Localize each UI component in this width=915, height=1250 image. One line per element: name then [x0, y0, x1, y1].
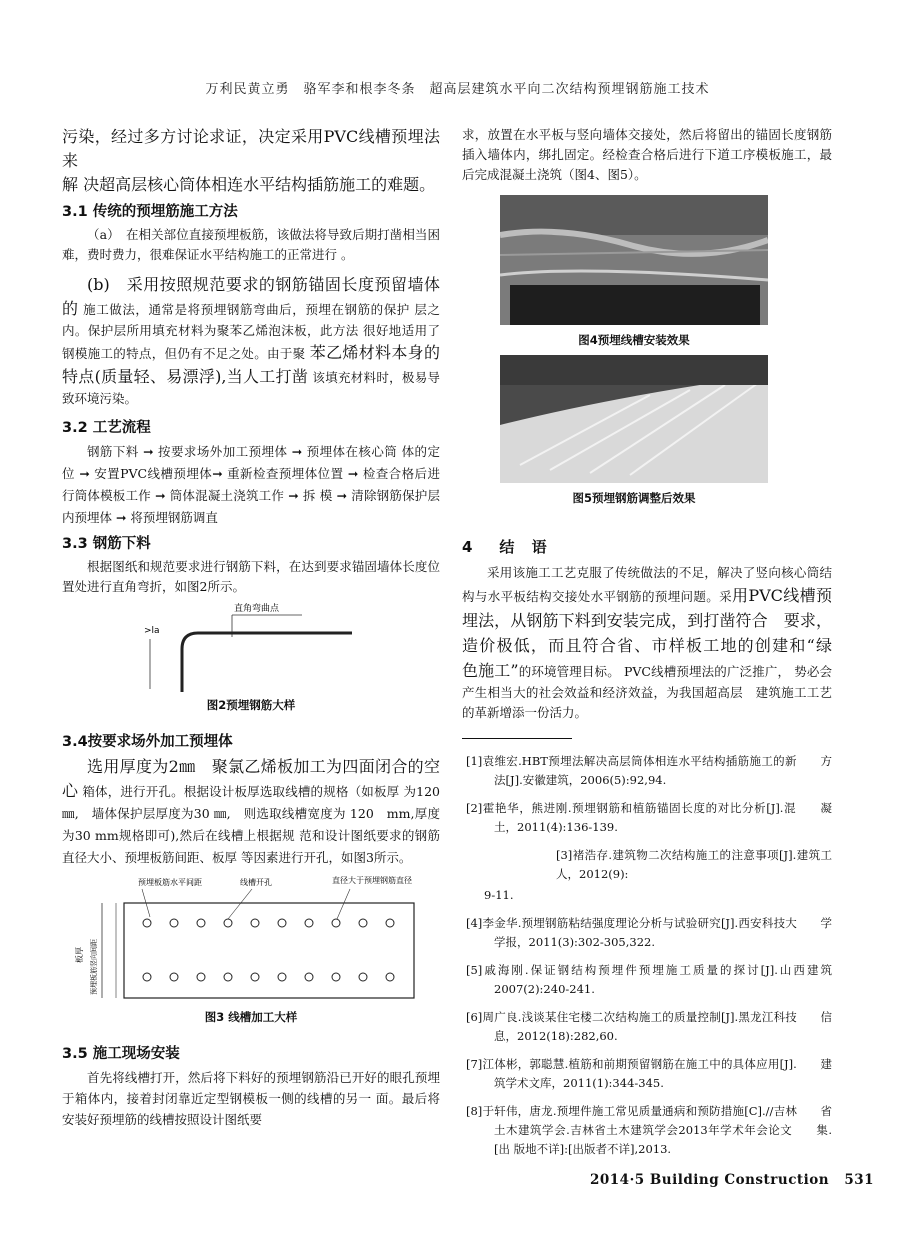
right-column [462, 125, 832, 185]
section-3-2-text: 钢筋下料 ➞ 按要求场外加工预埋体 ➞ 预埋体在核心筒 体的定位 ➞ 安置PVC线槽预埋体➞ 重新检查预埋体位置 ➞ 检查合格后进行筒体模板工作 ➞ 筒体混凝土浇筑工作 ➞ 拆 模 ➞ 清除钢筋保护层内预埋体 ➞ 将预埋钢筋调直 [62, 444, 440, 525]
left-column [62, 125, 440, 1130]
section-3-4-para [62, 755, 440, 869]
conclusion-small-2: 的环境管理目标。 PVC线槽预埋法的广泛推广， 势必会产生相当大的社会效益和经济效益，为我国超高层 建筑施工工艺的革新增添一份活力。 [462, 664, 832, 720]
conclusion-large: 用PVC线槽预埋法，从钢筋下料到安装完成，到打凿符合 要求，造价极低，而且符合省、市样板工地的创建和“绿 色施工” [462, 586, 849, 680]
figure-4-photo [500, 195, 768, 325]
conclusion-small-1: 采用该施工工艺克服了传统做法的不足，解决了竖向核心筒结构与水平板结构交接处水平钢筋的预埋问题。采 [462, 565, 832, 604]
references-list [466, 752, 855, 1168]
reference-item: [2]霍艳华，熊进刚.预埋钢筋和植筋锚固长度的对比分析[J].混 凝 土，2011(4):136-139. [466, 801, 844, 834]
reference-item: [7]江体彬，郭聪慧.植筋和前期预留钢筋在施工中的具体应用[J]. 建 筑学术文库，2011(1):344-345. [466, 1057, 844, 1090]
para-b-large-2: 苯乙烯材料本身的特点(质量轻、易漂浮),当人工打凿 [62, 343, 440, 386]
page-number: 531 [844, 1172, 874, 1188]
figure-5-photo-drawing [500, 355, 768, 483]
section-3-1-para-b [62, 273, 440, 409]
figure-4-photo-drawing [500, 195, 768, 325]
reference-item: [5]戚海刚.保证钢结构预埋件预埋施工质量的探讨[J].山西建筑 2007(2):240-241. [466, 963, 855, 996]
references-divider [462, 738, 572, 739]
s34-small: 箱体，进行开孔。根据设计板厚选取线槽的规格（如板厚 为120 ㎜, 墙体保护层厚度为30 ㎜, 则选取线槽宽度为 120 mm,厚度为30 mm规格即可),然后在线槽上根据规 范和设计图纸要求的钢筋直径大小、预埋板筋间距、板厚 等因素进行开孔，如图3所示。 [62, 784, 440, 865]
figure-4-caption: 图4预埋线槽安装效果 [578, 333, 690, 347]
running-head: 万利民黄立勇 骆军李和根李冬条 超高层建筑水平向二次结构预埋钢筋施工技术 [205, 82, 710, 97]
section-4-title: 4 结 语 [462, 538, 553, 556]
fig3-label-diameter: 直径大于预埋钢筋直径 [332, 876, 412, 885]
figure-3-caption: 图3 线槽加工大样 [204, 1010, 298, 1024]
section-3-3-title: 3.3 钢筋下料 [62, 536, 151, 552]
fig2-label-bend-point: 直角弯曲点 [234, 604, 280, 614]
intro-line-2-text: 解 决超高层核心筒体相连水平结构插筋施工的难题。 [62, 175, 436, 194]
section-3-1-title: 3.1 传统的预埋筋施工方法 [62, 204, 238, 220]
continued-text: 求，放置在水平板与竖向墙体交接处，然后将留出的锚固长度钢筋插入墙体内，绑扎固定。经检查合格后进行下道工序模板施工，最后完成混凝土浇筑（图4、图5）。 [462, 127, 832, 182]
page-footer [590, 1172, 874, 1188]
reference-item: [4]李金华.预埋钢筋粘结强度理论分析与试验研究[J].西安科技大 学学报，2011(3):302-305,322. [466, 916, 832, 949]
figure-5-caption: 图5预埋钢筋调整后效果 [572, 491, 696, 505]
fig3-label-spacing: 预埋板筋水平间距 [138, 878, 202, 887]
figure-3-drawing [62, 875, 440, 1005]
reference-item: [6]周广良.浅谈某住宅楼二次结构施工的质量控制[J].黑龙江科技 信息，2012(18):282,60. [466, 1010, 832, 1043]
section-3-2-title: 3.2 工艺流程 [62, 420, 151, 436]
figure-2-caption: 图2预埋钢筋大样 [206, 698, 296, 712]
para-b-small-2: 该填充材料时，极易导致环境污染。 [62, 370, 440, 406]
conclusion-para [462, 563, 849, 723]
figure-5-photo [500, 355, 768, 483]
journal-name: 2014·5 Building Construction [590, 1172, 830, 1188]
intro-line-2 [62, 173, 440, 197]
reference-item-3: [3]褚浩存.建筑物二次结构施工的注意事项[J].建筑工人，2012(9): [556, 848, 832, 881]
fig2-label-la: >la [144, 626, 160, 636]
fig3-label-hole: 线槽开孔 [240, 878, 272, 887]
reference-item-3-pages: 9-11. [484, 888, 514, 902]
intro-line-1: 污染，经过多方讨论求证，决定采用PVC线槽预埋法来 [62, 127, 440, 170]
section-3-5-text: 首先将线槽打开，然后将下料好的预埋钢筋沿已开好的眼孔预埋于箱体内，接着封闭靠近定型钢模板一侧的线槽的另一 面。最后将安装好预埋筋的线槽按照设计图纸要 [62, 1070, 440, 1127]
section-3-5-title: 3.5 施工现场安装 [62, 1046, 180, 1062]
conclusion-section [462, 535, 849, 723]
para-b-large: (b) 采用按照规范要求的钢筋锚固长度预留墙体的 [62, 275, 440, 318]
figure-2 [62, 597, 440, 715]
figure-2-drawing [62, 597, 440, 697]
section-3-3-text: 根据图纸和规范要求进行钢筋下料，在达到要求锚固墙体长度位置处进行直角弯折，如图2所示。 [62, 559, 440, 594]
section-3-4-title: 3.4按要求场外加工预埋体 [62, 734, 233, 750]
section-3-1-para-a: （a） 在相关部位直接预埋板筋，该做法将导致后期打凿相当困难，费时费力，很难保证水平结构施工的正常进行 。 [62, 227, 440, 262]
reference-item: [1]袁维宏.HBT预埋法解决高层筒体相连水平结构插筋施工的新 方法[J].安徽建筑，2006(5):92,94. [466, 754, 832, 787]
reference-item: [8]于轩伟，唐龙.预埋件施工常见质量通病和预防措施[C].//吉林 省 土木建筑学会.吉林省土木建筑学会2013年学术年会论文 集.[出 版地不详]:[出版者不详],2013. [466, 1104, 844, 1156]
s34-large: 选用厚度为2㎜ 聚氯乙烯板加工为四面闭合的空心 [62, 757, 440, 800]
fig3-label-vertical-spacing: 预埋板筋竖向间距 [90, 939, 98, 995]
figure-3 [62, 875, 440, 1025]
para-b-small: 施工做法，通常是将预埋钢筋弯曲后，预埋在钢筋的保护 层之内。保护层所用填充材料为聚苯乙烯泡沫板，此方法 很好地适用了钢模施工的特点，但仍有不足之处。由于聚 [62, 302, 440, 361]
fig3-label-thickness: 板厚 [75, 947, 84, 963]
